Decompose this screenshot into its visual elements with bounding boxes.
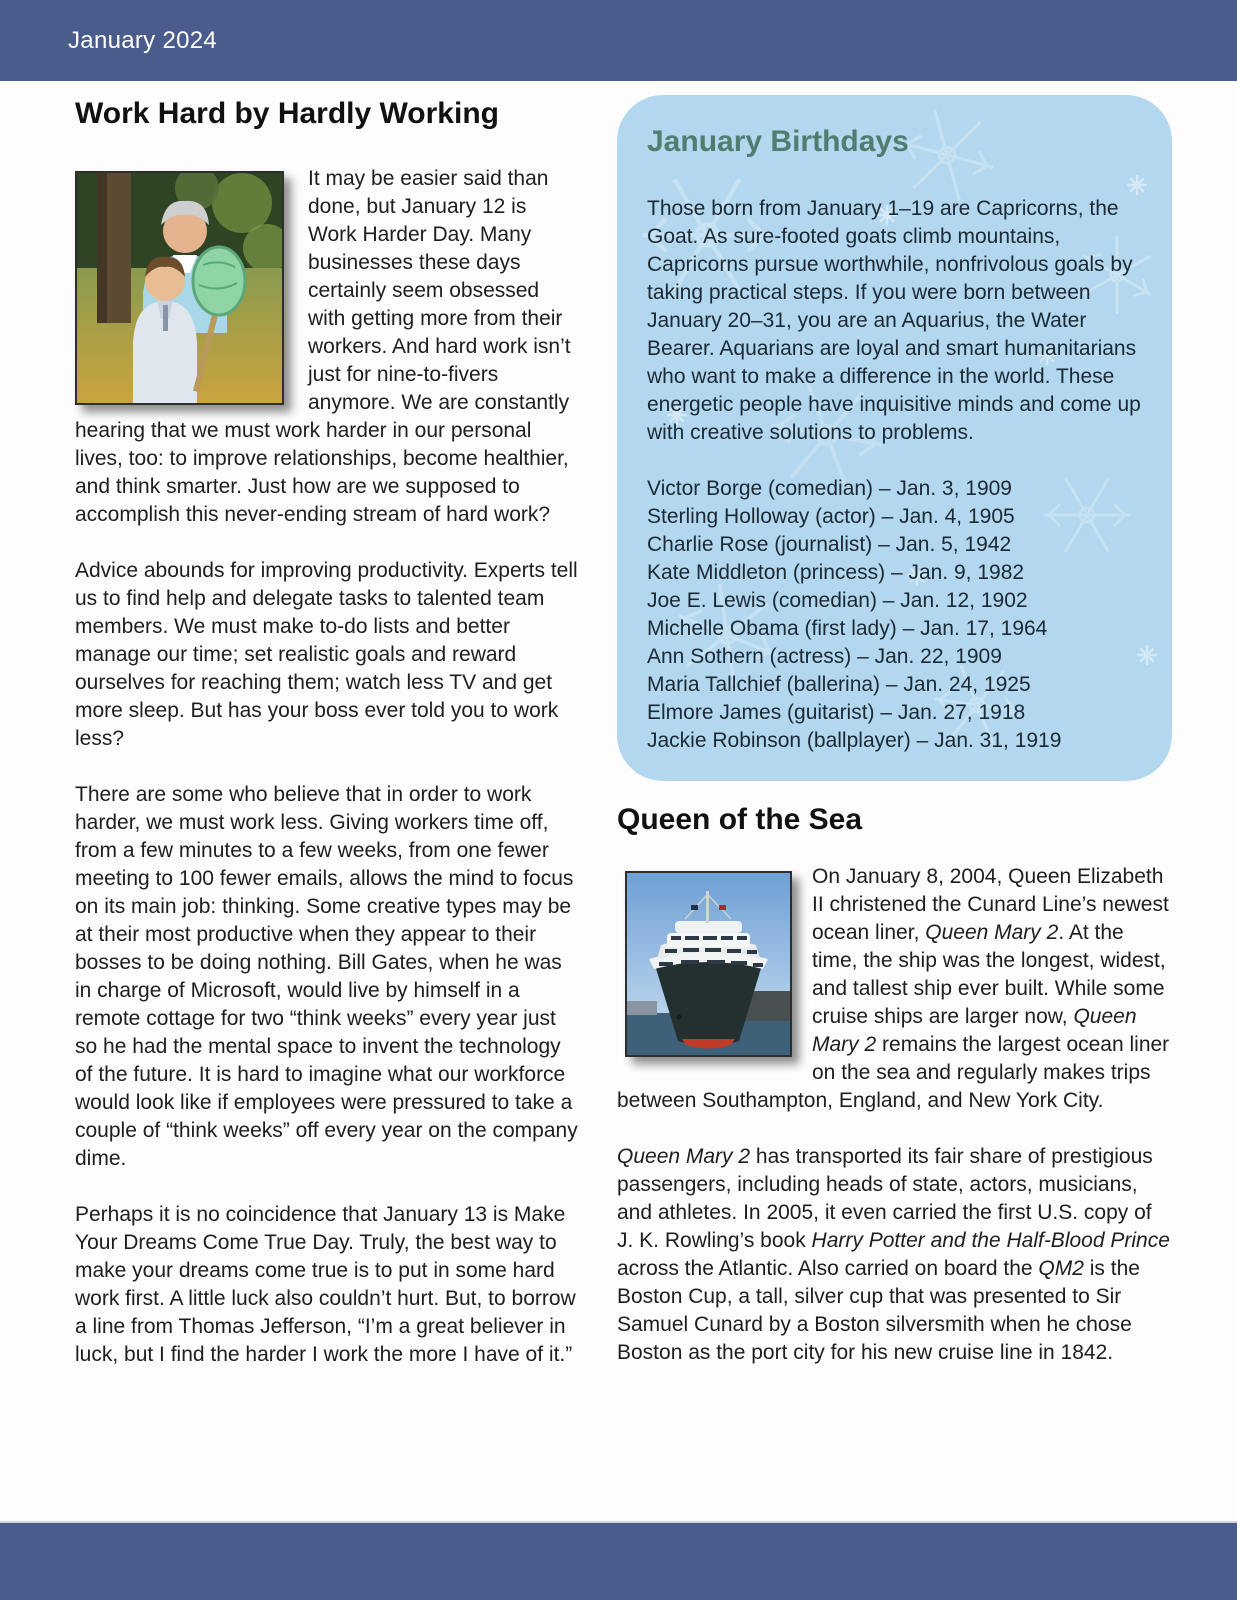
january-birthdays-title: January Birthdays xyxy=(647,125,909,158)
ship-photo-illustration xyxy=(627,873,790,1055)
header-bar xyxy=(0,0,1237,81)
birthday-row: Elmore James (guitarist) – Jan. 27, 1918 xyxy=(647,701,1026,724)
work-hard-article xyxy=(75,97,580,1369)
sea-paragraph-1: On January 8, 2004, Queen Elizabeth II christened the Cunard Line’s newest ocean liner, Queen Mary 2. At the time, the ship was the longest, widest, and tallest ship ever built. While some cruise ships are larger now, Queen Mary 2 remains the largest ocean liner on the sea and regularly makes trips between Southampton, England, and New York City. xyxy=(617,865,1170,1112)
work-hard-paragraph-1: It may be easier said than done, but January 12 is Work Harder Day. Many businesses these days certainly seem obsessed with getting more from their workers. And hard work isn’t just for nine-to-fivers anymore. We are constantly hearing that we must work harder in our personal lives, too: to improve relationships, become healthier, and think smarter. Just how are we supposed to accomplish this never-ending stream of hard work? xyxy=(75,167,571,526)
birthday-row: Ann Sothern (actress) – Jan. 22, 1909 xyxy=(647,645,1002,668)
issue-date: January 2024 xyxy=(68,26,218,54)
queen-mary-2-photo xyxy=(625,871,792,1057)
january-birthdays-box xyxy=(617,95,1172,781)
work-hard-paragraph-4: Perhaps it is no coincidence that January 13 is Make Your Dreams Come True Day. Truly, the best way to make your dreams come true is to put in some hard work first. A little luck also couldn’t hurt. But, to borrow a line from Thomas Jefferson, “I’m a great believer in luck, but I find the harder I work the more I have of it.” xyxy=(75,1203,576,1366)
grandfather-boy-photo-illustration xyxy=(77,173,282,403)
footer-bar xyxy=(0,1521,1237,1600)
work-hard-paragraph-3: There are some who believe that in order to work harder, we must work less. Giving workers time off, from a few minutes to a few weeks, from one fewer meeting to 100 fewer emails, allows the mind to focus on its main job: thinking. Some creative types may be at their most productive when they appear to their bosses to be doing nothing. Bill Gates, when he was in charge of Microsoft, would live by himself in a remote cottage for two “think weeks” every year just so he had the mental space to invent the technology of the future. It is hard to imagine what our workforce would look like if employees were pressured to take a couple of “think weeks” off every year on the company dime. xyxy=(75,783,578,1170)
january-birthdays-content xyxy=(647,125,1142,755)
birthdays-intro: Those born from January 1–19 are Capricorns, the Goat. As sure-footed goats climb mountains, Capricorns pursue worthwhile, nonfrivolous goals by taking practical steps. If you were born between January 20–31, you are an Aquarius, the Water Bearer. Aquarians are loyal and smart humanitarians who want to make a difference in the world. These energetic people have inquisitive minds and come up with creative solutions to problems. xyxy=(647,197,1141,444)
birthday-row: Michelle Obama (first lady) – Jan. 17, 1964 xyxy=(647,617,1048,640)
grandfather-boy-photo xyxy=(75,171,284,405)
birthday-row: Kate Middleton (princess) – Jan. 9, 1982 xyxy=(647,561,1025,584)
birthday-row: Victor Borge (comedian) – Jan. 3, 1909 xyxy=(647,477,1012,500)
work-hard-title: Work Hard by Hardly Working xyxy=(75,97,499,130)
birthday-list xyxy=(647,475,1142,755)
birthday-row: Joe E. Lewis (comedian) – Jan. 12, 1902 xyxy=(647,589,1028,612)
birthday-row: Charlie Rose (journalist) – Jan. 5, 1942 xyxy=(647,533,1012,556)
queen-of-the-sea-title: Queen of the Sea xyxy=(617,803,863,836)
birthday-row: Sterling Holloway (actor) – Jan. 4, 1905 xyxy=(647,505,1015,528)
right-column xyxy=(617,95,1172,1367)
birthday-row: Maria Tallchief (ballerina) – Jan. 24, 1925 xyxy=(647,673,1031,696)
queen-of-the-sea-article xyxy=(617,803,1172,1367)
work-hard-paragraph-2: Advice abounds for improving productivity. Experts tell us to find help and delegate tasks to talented team members. We must make to-do lists and better manage our time; set realistic goals and reward ourselves for reaching them; watch less TV and get more sleep. But has your boss ever told you to work less? xyxy=(75,559,578,750)
sea-paragraph-2: Queen Mary 2 has transported its fair share of prestigious passengers, including heads of state, actors, musicians, and athletes. In 2005, it even carried the first U.S. copy of J. K. Rowling’s book Harry Potter and the Half-Blood Prince across the Atlantic. Also carried on board the QM2 is the Boston Cup, a tall, silver cup that was presented to Sir Samuel Cunard by a Boston silversmith when he chose Boston as the port city for his new cruise line in 1842. xyxy=(617,1145,1170,1364)
birthday-row: Jackie Robinson (ballplayer) – Jan. 31, 1919 xyxy=(647,729,1062,752)
